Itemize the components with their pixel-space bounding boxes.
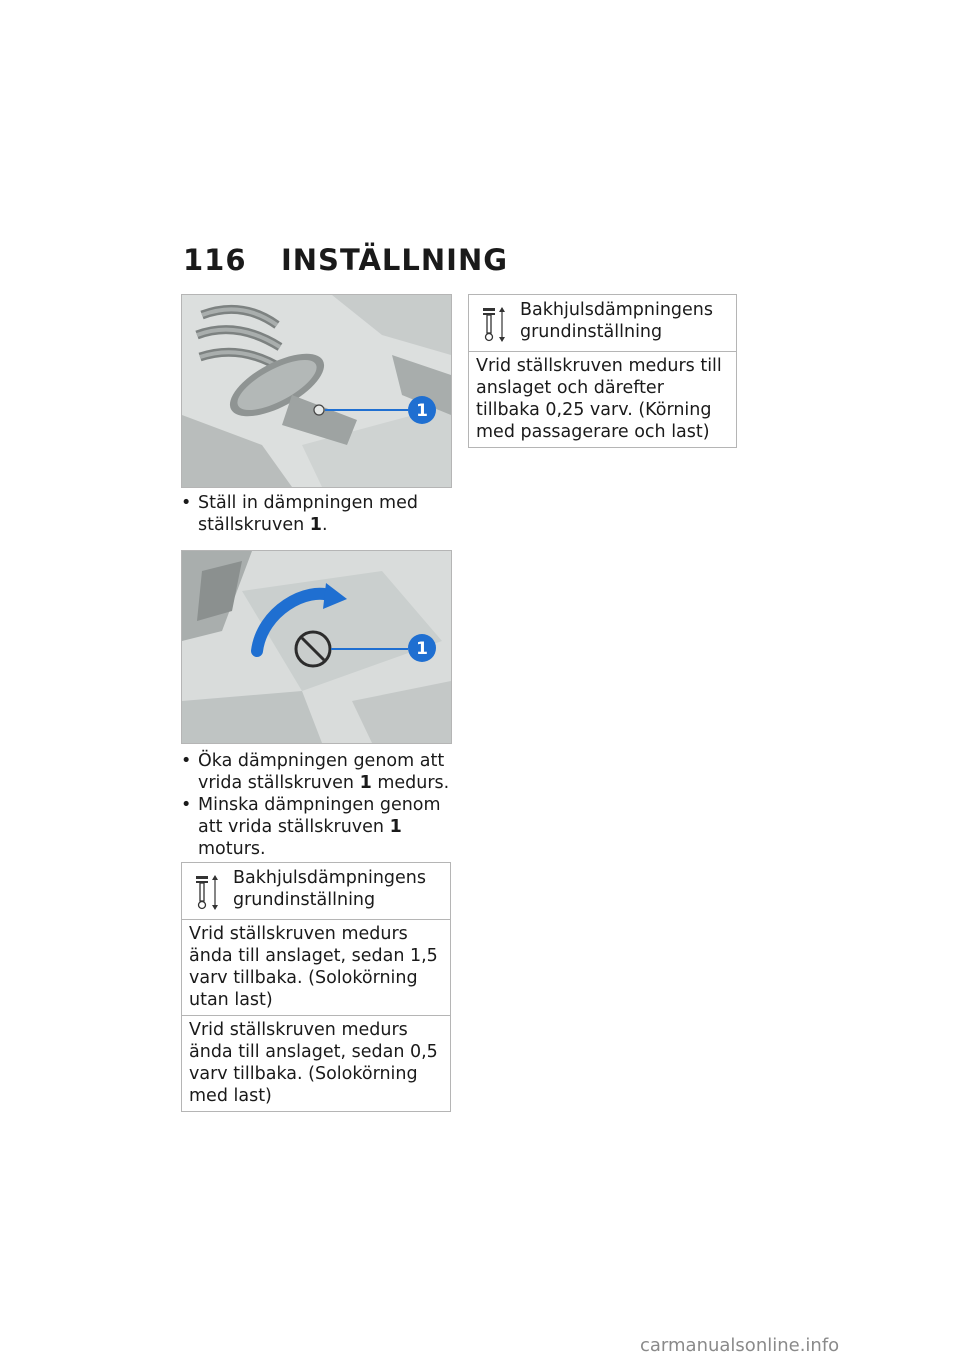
step-1: • Ställ in dämpningen med ställskruven 1. xyxy=(181,493,418,535)
spec-title-line1: Bakhjulsdämpningens xyxy=(520,300,714,320)
shock-absorber-icon xyxy=(481,305,507,351)
shock-absorber-photo xyxy=(181,294,452,488)
page-number: 116 xyxy=(183,243,247,277)
spec-row: Vrid ställskruven medurs till anslaget och därefter tillbaka 0,25 varv. (Körning med passagerare och last) xyxy=(476,356,722,442)
steps-2-3 xyxy=(181,750,456,860)
spec-table-rear-damping xyxy=(181,862,451,1112)
spec-row: Vrid ställskruven medurs ända till anslaget, sedan 0,5 varv tillbaka. (Solokörning med last) xyxy=(182,1015,450,1111)
spec-table-header xyxy=(182,863,450,920)
callout-1: 1 xyxy=(416,639,428,659)
spec-row: Vrid ställskruven medurs ända till anslaget, sedan 1,5 varv tillbaka. (Solokörning utan last) xyxy=(189,924,438,1010)
bullet-icon: • xyxy=(181,795,192,815)
spec-table-rear-damping-passenger xyxy=(468,294,737,448)
page-header xyxy=(183,243,508,277)
adjuster-screw-photo xyxy=(181,550,452,744)
spec-title-line2: grundinställning xyxy=(520,322,663,342)
spec-title-line2: grundinställning xyxy=(233,890,376,910)
spec-title-line1: Bakhjulsdämpningens xyxy=(233,868,427,888)
callout-1: 1 xyxy=(416,401,428,421)
step-2: • Öka dämpningen genom att vrida ställskruven 1 medurs. xyxy=(181,751,450,793)
bullet-icon: • xyxy=(181,493,192,513)
spec-table-header xyxy=(469,295,736,352)
watermark: carmanualsonline.info xyxy=(640,1335,840,1356)
page-title: INSTÄLLNING xyxy=(281,243,509,277)
shock-absorber-icon xyxy=(194,873,220,919)
step-3: • Minska dämpningen genom att vrida ställskruven 1 moturs. xyxy=(181,795,441,859)
bullet-icon: • xyxy=(181,751,192,771)
